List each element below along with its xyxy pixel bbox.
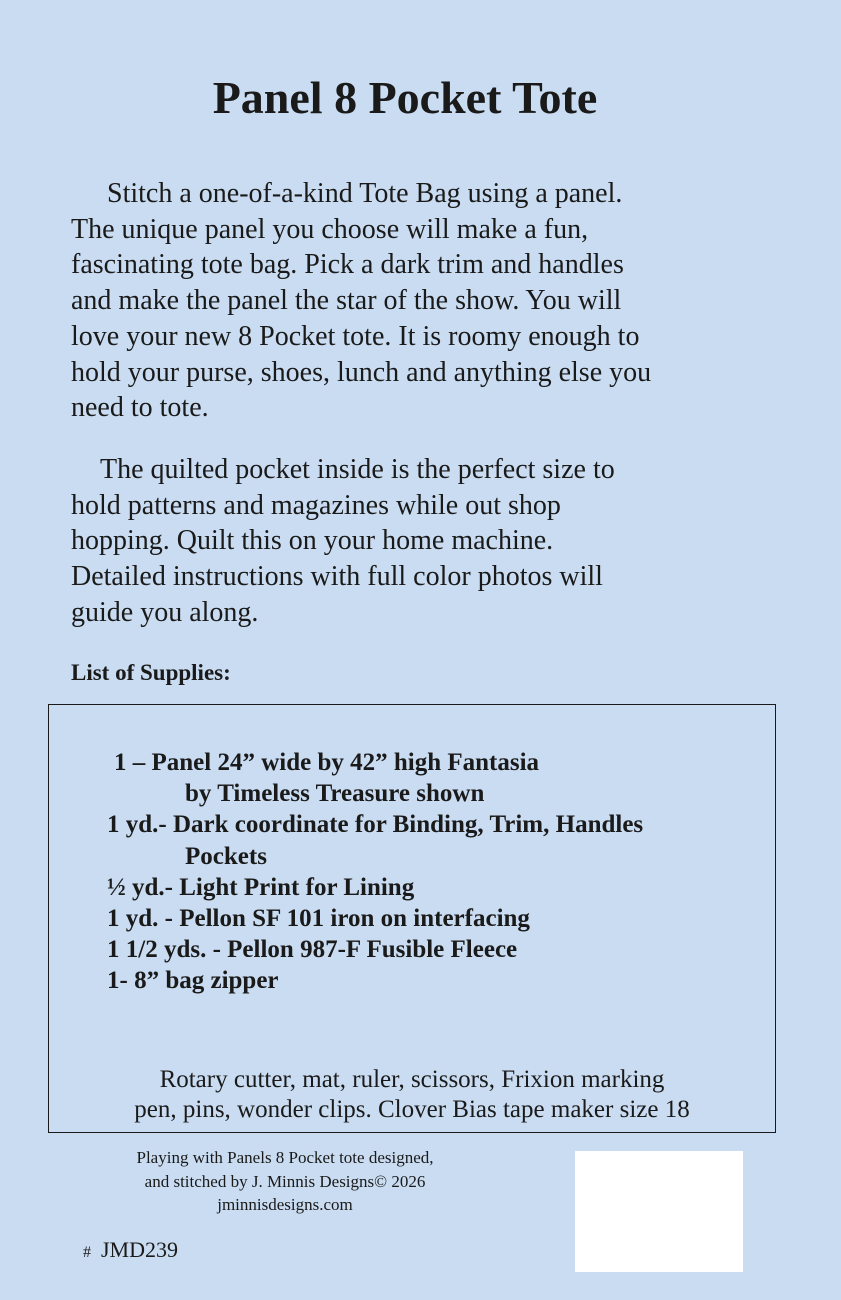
- credit-line: and stitched by J. Minnis Designs© 2026: [144, 1171, 426, 1191]
- description-line: The unique panel you choose will make a fun,: [71, 213, 589, 245]
- supply-item: 1- 8” bag zipper: [107, 967, 279, 995]
- website-text: jminnisdesigns.com: [217, 1195, 353, 1214]
- description-line: love your new 8 Pocket tote. It is roomy enough to: [71, 320, 640, 352]
- tools-line: Rotary cutter, mat, ruler, scissors, Frixion marking: [159, 1066, 665, 1093]
- supply-item-continuation: Pockets: [185, 842, 267, 870]
- description-line: hold patterns and magazines while out shop: [71, 489, 561, 521]
- description-line: and make the panel the star of the show. You will: [71, 285, 622, 317]
- description-line: hopping. Quilt this on your home machine.: [71, 525, 554, 557]
- supply-list: [49, 747, 775, 997]
- page-title: Panel 8 Pocket Tote: [212, 72, 598, 123]
- description-line: hold your purse, shoes, lunch and anything else you: [71, 356, 652, 388]
- description-line: fascinating tote bag. Pick a dark trim and handles: [71, 249, 624, 281]
- hash-symbol: #: [83, 1244, 91, 1261]
- pattern-code: JMD239: [101, 1237, 179, 1262]
- supply-item: 1 – Panel 24” wide by 42” high Fantasia: [114, 749, 540, 776]
- description-line: Detailed instructions with full color photos will: [71, 561, 603, 593]
- supplies-heading: List of Supplies:: [71, 660, 231, 685]
- supply-item: 1 yd. - Pellon SF 101 iron on interfacing: [107, 905, 530, 933]
- supply-item: 1 yd.- Dark coordinate for Binding, Trim, Handles: [107, 811, 644, 839]
- pattern-number: [83, 1236, 178, 1267]
- description-line: need to tote.: [71, 392, 209, 424]
- description-paragraph-2: [71, 452, 791, 631]
- tools-line: pen, pins, wonder clips. Clover Bias tape maker size 18: [134, 1095, 690, 1123]
- supply-item: ½ yd.- Light Print for Lining: [107, 873, 415, 901]
- description-line: The quilted pocket inside is the perfect size to: [100, 454, 615, 485]
- supply-item: 1 1/2 yds. - Pellon 987-F Fusible Fleece: [107, 936, 518, 964]
- supply-item-continuation: by Timeless Treasure shown: [185, 780, 485, 808]
- supplies-box: [48, 704, 776, 1133]
- description-line: guide you along.: [71, 596, 259, 628]
- barcode-area: [575, 1151, 743, 1272]
- designer-credit: [92, 1146, 478, 1217]
- description-line: Stitch a one-of-a-kind Tote Bag using a panel.: [107, 178, 623, 209]
- description-paragraph-1: [71, 176, 791, 426]
- credit-line: Playing with Panels 8 Pocket tote designed,: [136, 1148, 434, 1167]
- tools-list: [49, 1065, 775, 1124]
